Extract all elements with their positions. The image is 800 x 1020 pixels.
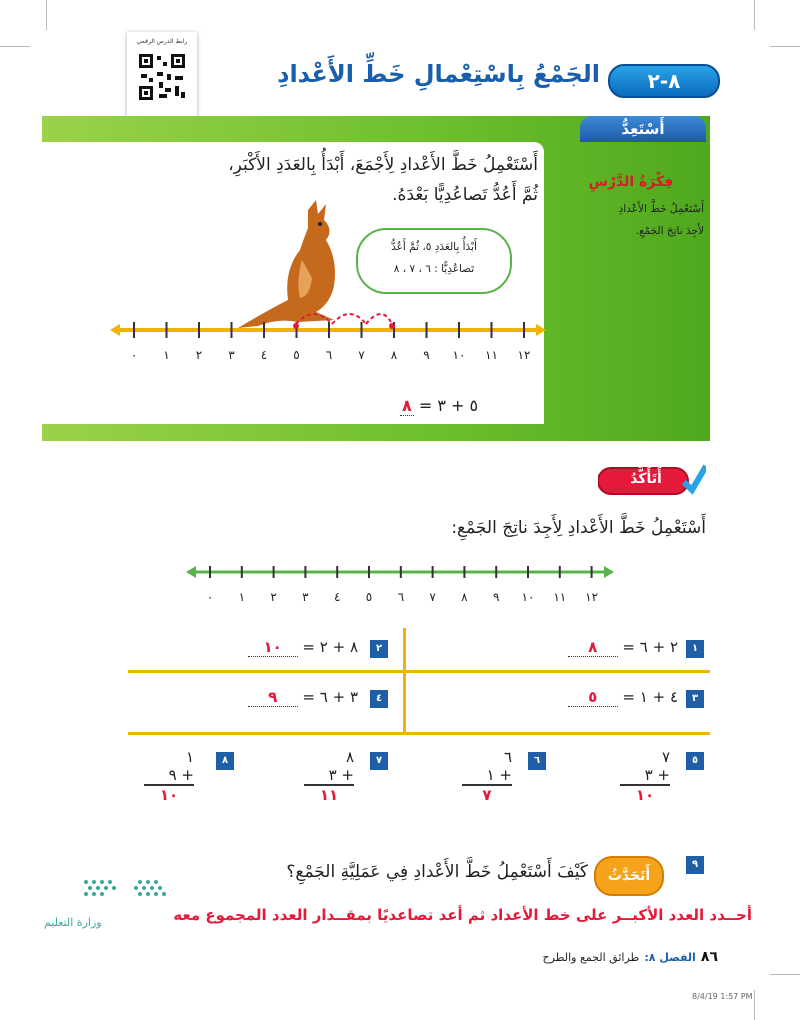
number-line-label: ٢ [270, 590, 277, 604]
number-line-label: ١٠ [521, 590, 535, 604]
vertical-problem [144, 748, 194, 804]
qr-code-icon [137, 52, 187, 102]
number-line-label: ٠ [206, 590, 214, 604]
question-number: ٦ [528, 752, 546, 770]
number-line-label: ٣ [228, 348, 235, 362]
number-line-label: ١١ [553, 590, 567, 604]
talk-answer: أحــدد العدد الأكبــر على خط الأعداد ثم أعد تصاعديًا بمقــدار العدد المجموع معه [173, 906, 752, 924]
page-number: ٨٦ [700, 949, 718, 965]
question-equation [248, 638, 358, 657]
ready-equation-left: ٥ + ٣ = [418, 396, 479, 415]
vertical-answer: ٧ [462, 784, 512, 804]
question-number: ٩ [686, 856, 704, 874]
vertical-answer: ١٠ [620, 784, 670, 804]
vertical-top: ٧ [661, 748, 670, 766]
number-line-label: ٧ [429, 590, 436, 604]
instruction-line: أَسْتَعْمِلُ خَطَّ الأَعْدادِ لِأَجْمَعَ، أَبْدَأُ بِالعَدَدِ الأَكْبَرِ، [228, 155, 538, 175]
number-line-label: ١ [163, 348, 170, 362]
lesson-idea-line: أَسْتَعْمِلُ خَطَّ الأَعْدادِ [618, 203, 704, 215]
kangaroo-speech-bubble [356, 228, 512, 294]
vertical-problem [620, 748, 670, 804]
question-expression: ٢ + ٦ = [622, 638, 678, 656]
talk-badge: أَتَحَدَّثُ [594, 856, 664, 896]
instruction-line: ثُمَّ أَعُدُّ تَصاعُدِيًّا بَعْدَهُ. [392, 185, 538, 205]
number-line-label: ٩ [492, 590, 500, 604]
grid-divider-horizontal [128, 732, 710, 735]
ministry-name: وزارة التعليم [44, 916, 102, 929]
footer-chapter [543, 946, 718, 965]
vertical-top: ٦ [503, 748, 512, 766]
vertical-top: ٨ [345, 748, 354, 766]
check-badge-label: أَتَأَكَّدُ [630, 471, 662, 487]
number-line-label: ١٢ [585, 590, 599, 604]
vertical-problem [462, 748, 512, 804]
check-number-labels [186, 590, 616, 610]
ministry-logo-icon [80, 878, 170, 898]
lesson-idea-text [556, 198, 706, 242]
question-equation [568, 638, 678, 657]
bubble-line: أَبْدَأُ بِالعَدَدِ ٥، ثُمَّ أَعُدُّ [391, 241, 477, 253]
qr-label: رابط الدرس الرقمي [136, 38, 188, 45]
vertical-answer: ١٠ [144, 784, 194, 804]
number-line-label: ٢ [195, 348, 203, 362]
question-number: ٨ [216, 752, 234, 770]
chapter-title: طرائق الجمع والطرح [542, 951, 640, 964]
number-line-label: ٠ [130, 348, 138, 362]
grid-divider-horizontal [128, 670, 710, 673]
ready-tab: أَسْتَعِدُّ [580, 116, 706, 142]
question-answer: ٥ [568, 688, 618, 707]
number-line-label: ٨ [461, 590, 468, 604]
question-expression: ٣ + ٦ = [302, 688, 358, 706]
ready-equation [400, 396, 478, 415]
vertical-top: ١ [185, 748, 194, 766]
number-line-label: ١١ [485, 348, 498, 362]
question-expression: ٨ + ٢ = [302, 638, 358, 656]
number-line-label: ٦ [397, 590, 405, 604]
check-number-line [186, 560, 616, 586]
vertical-problem [304, 748, 354, 804]
question-number: ٣ [686, 690, 704, 708]
number-line-label: ٧ [358, 348, 365, 362]
number-line-label: ٥ [365, 590, 373, 604]
number-line-label: ١٢ [517, 348, 531, 362]
question-expression: ٤ + ١ = [622, 688, 678, 706]
lesson-title: الجَمْعُ بِاسْتِعْمالِ خَطِّ الأَعْدادِ [277, 60, 600, 88]
number-line-label: ٥ [293, 348, 300, 362]
lesson-idea-line: لأَجِدَ ناتِجَ الجَمْعِ. [635, 225, 704, 237]
vertical-second: ١ + [486, 766, 512, 784]
question-equation [248, 688, 358, 707]
question-answer: ٨ [568, 638, 618, 657]
question-answer: ٩ [248, 688, 298, 707]
number-line-label: ٨ [390, 348, 398, 362]
number-line-label: ٤ [333, 590, 341, 604]
ready-number-line [110, 294, 550, 344]
grid-divider-vertical [403, 628, 406, 734]
ready-equation-answer: ٨ [402, 396, 412, 415]
bubble-line: تَصاعُدِيًّا : ٦ ، ٧ ، ٨ [393, 263, 475, 275]
number-line-label: ١ [238, 590, 246, 604]
lesson-number-badge: ٨-٢ [608, 64, 720, 98]
lesson-idea-panel [556, 142, 706, 424]
number-line-label: ١٠ [452, 348, 466, 362]
number-line-label: ٩ [423, 348, 430, 362]
vertical-second: ٣ + [328, 766, 354, 784]
question-number: ٤ [370, 690, 388, 708]
number-line-label: ٣ [302, 590, 309, 604]
question-equation [568, 688, 678, 707]
number-line-label: ٦ [325, 348, 333, 362]
question-number: ٥ [686, 752, 704, 770]
vertical-second: ٣ + [644, 766, 670, 784]
question-number: ١ [686, 640, 704, 658]
question-number: ٧ [370, 752, 388, 770]
vertical-second: ٩ + [168, 766, 194, 784]
talk-question: كَيْفَ أَسْتَعْمِلُ خَطَّ الأَعْدادِ فِي عَمَلِيَّةِ الجَمْعِ؟ [286, 862, 588, 882]
lesson-idea-title: فِكْرَةُ الدَّرْسِ [588, 174, 674, 190]
vertical-answer: ١١ [304, 784, 354, 804]
question-answer: ١٠ [248, 638, 298, 657]
check-instruction: أَسْتَعْمِلُ خَطَّ الأَعْدادِ لِأَجِدَ ناتِجَ الجَمْعِ: [451, 518, 706, 538]
number-line-label: ٤ [260, 348, 268, 362]
print-stamp: 8/4/19 1:57 PM [692, 992, 753, 1001]
ready-number-labels [110, 348, 550, 368]
chapter-label: الفصل ٨: [644, 951, 696, 964]
question-number: ٢ [370, 640, 388, 658]
